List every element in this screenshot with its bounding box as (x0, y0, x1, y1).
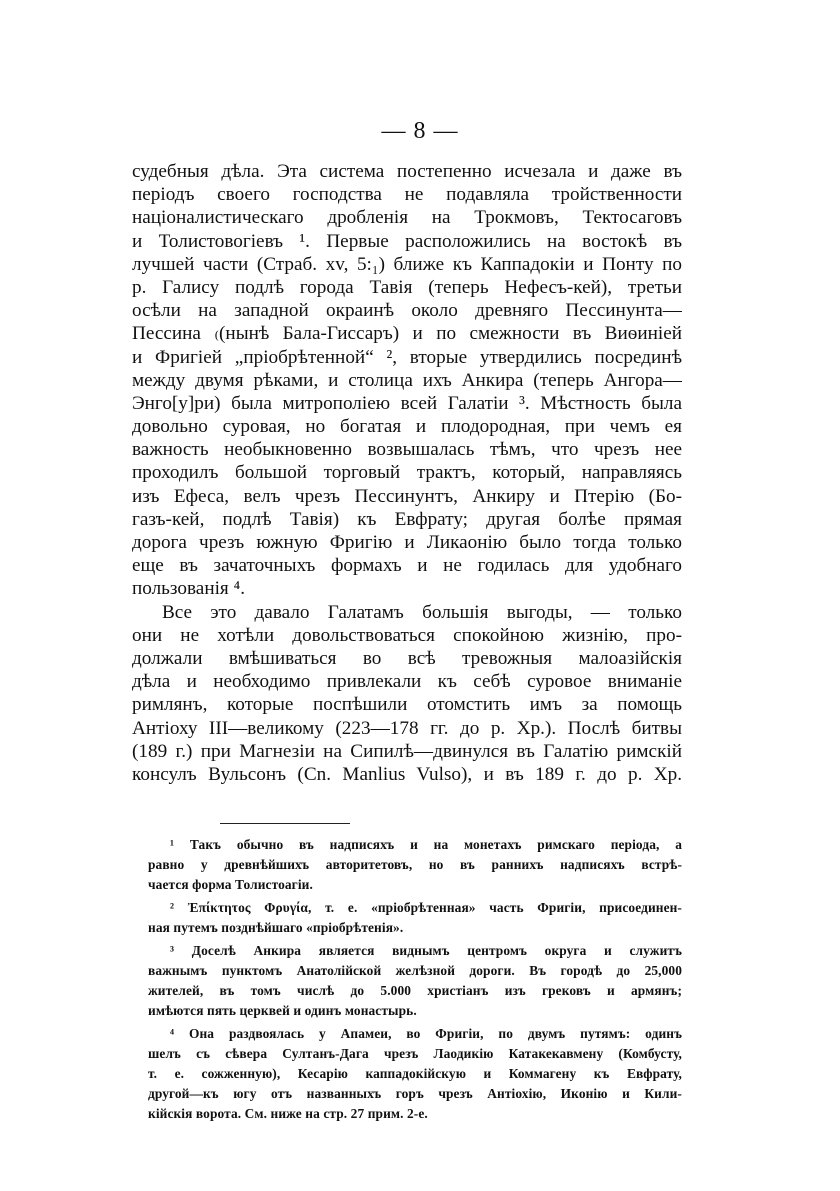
footnote-line: равно у древнѣйшихъ авторитетовъ, но въ раннихъ надписяхъ встрѣ- (148, 857, 682, 872)
footnote-line: важнымъ пунктомъ Анатолійской желѣзной дороги. Въ городѣ до 25,000 (148, 963, 682, 978)
text-line: проходилъ большой торговый трактъ, который, направляясь (132, 462, 682, 484)
text-line: періодъ своего господства не подавляла тройственности (132, 184, 682, 206)
footnote-line: жителей, въ томъ числѣ до 5.000 христіанъ изъ грековъ и армянъ; (148, 983, 682, 998)
footnote-4 (148, 1024, 682, 1124)
footnotes (148, 835, 682, 1124)
main-text (132, 160, 682, 786)
text-line: Энго[у]ри) была митрополіею всей Галатіи ³. Мѣстность была (132, 392, 682, 414)
footnote-line: ² Ἐπίκτητος Φρυγία, т. е. «пріобрѣтенная» часть Фригіи, присоединен- (170, 900, 682, 915)
text-line: лучшей части (Страб. xv, 5:₁) ближе къ Каппадокіи и Понту по (132, 253, 682, 275)
footnote-separator (220, 823, 350, 824)
footnote-line: ¹ Такъ обычно въ надписяхъ и на монетахъ римскаго періода, а (170, 837, 682, 852)
footnote-2 (148, 898, 682, 938)
page-number: — 8 — (381, 118, 459, 144)
text-line: римлянъ, которые поспѣшили отомстить имъ за помощь (132, 694, 682, 716)
text-line: газъ-кей, подлѣ Тавія) къ Евфрату; другая болѣе прямая (132, 508, 682, 530)
text-line: націоналистическаго дробленія на Трокмовъ, Тектосаговъ (132, 207, 682, 229)
text-line: довольно суровая, но богатая и плодородная, при чемъ ея (132, 416, 682, 438)
text-line: и Фригіей „пріобрѣтенной“ ², вторые утвердились посрединѣ (132, 346, 682, 368)
text-line: изъ Ефеса, велъ чрезъ Пессинунтъ, Анкиру и Птерію (Бо- (132, 485, 682, 507)
footnote-3 (148, 941, 682, 1021)
text-line: дорога чрезъ южную Фригію и Ликаонію было тогда только (132, 532, 682, 553)
footnote-line: чается форма Толистоагіи. (148, 877, 313, 892)
text-line: дѣла и необходимо привлекали къ себѣ суровое вниманіе (132, 671, 682, 693)
footnote-line: кійскія ворота. См. ниже на стр. 27 прим. 2-е. (148, 1106, 428, 1121)
footnote-line: ³ Доселѣ Анкира является виднымъ центромъ округа и служитъ (170, 943, 682, 958)
paragraph-start-line: Все это давало Галатамъ большія выгоды, — только (162, 601, 682, 623)
text-line: Пессина ₍(нынѣ Бала-Гиссаръ) и по смежности въ Виѳиніей (132, 323, 682, 345)
text-line: осѣли на западной окраинѣ около древняго Пессинунта— (132, 300, 682, 322)
text-line: судебныя дѣла. Эта система постепенно исчезала и даже въ (132, 161, 682, 182)
footnote-line: ⁴ Она раздвоялась у Апамеи, во Фригіи, по двумъ путямъ: одинъ (170, 1026, 682, 1041)
text-line: важность необыкновенно возвышалась тѣмъ, что чрезъ нее (132, 439, 682, 461)
text-line: между двумя рѣками, и столица ихъ Анкира (теперь Ангора— (132, 369, 682, 391)
footnote-line: другой—къ югу отъ названныхъ горъ чрезъ Антіохію, Иконію и Кили- (148, 1086, 682, 1101)
footnote-line: имѣются пять церквей и одинъ монастырь. (148, 1003, 417, 1018)
text-line: консулъ Вульсонъ (Cn. Manlius Vulso), и въ 189 г. до р. Хр. (132, 763, 682, 785)
text-line: еще въ зачаточныхъ формахъ и не годилась для удобнаго (132, 555, 682, 577)
text-line: и Толистовогіевъ ¹. Первые расположились на востокѣ въ (132, 230, 682, 252)
text-line: они не хотѣли довольствоваться спокойною жизнію, про- (132, 624, 682, 646)
text-line: должали вмѣшиваться во всѣ тревожныя малоазійскія (132, 647, 682, 669)
footnote-line: т. е. сожженную), Кесарію каппадокійскую и Коммагену къ Евфрату, (148, 1066, 682, 1081)
text-line: р. Галису подлѣ города Тавія (теперь Нефесъ-кей), третьи (132, 276, 682, 298)
text-line: Антіоху III—великому (223—178 гг. до р. Хр.). Послѣ битвы (132, 717, 682, 739)
footnote-line: шелъ съ сѣвера Султанъ-Дага чрезъ Лаодикію Катакекавмену (Комбусту, (148, 1046, 682, 1061)
footnote-line: ная путемъ позднѣйшаго «пріобрѣтенія». (148, 920, 404, 935)
footnote-1 (148, 835, 682, 895)
text-line: (189 г.) при Магнезіи на Сипилѣ—двинулся въ Галатію римскій (132, 740, 682, 762)
text-line: пользованія ⁴. (132, 578, 246, 600)
